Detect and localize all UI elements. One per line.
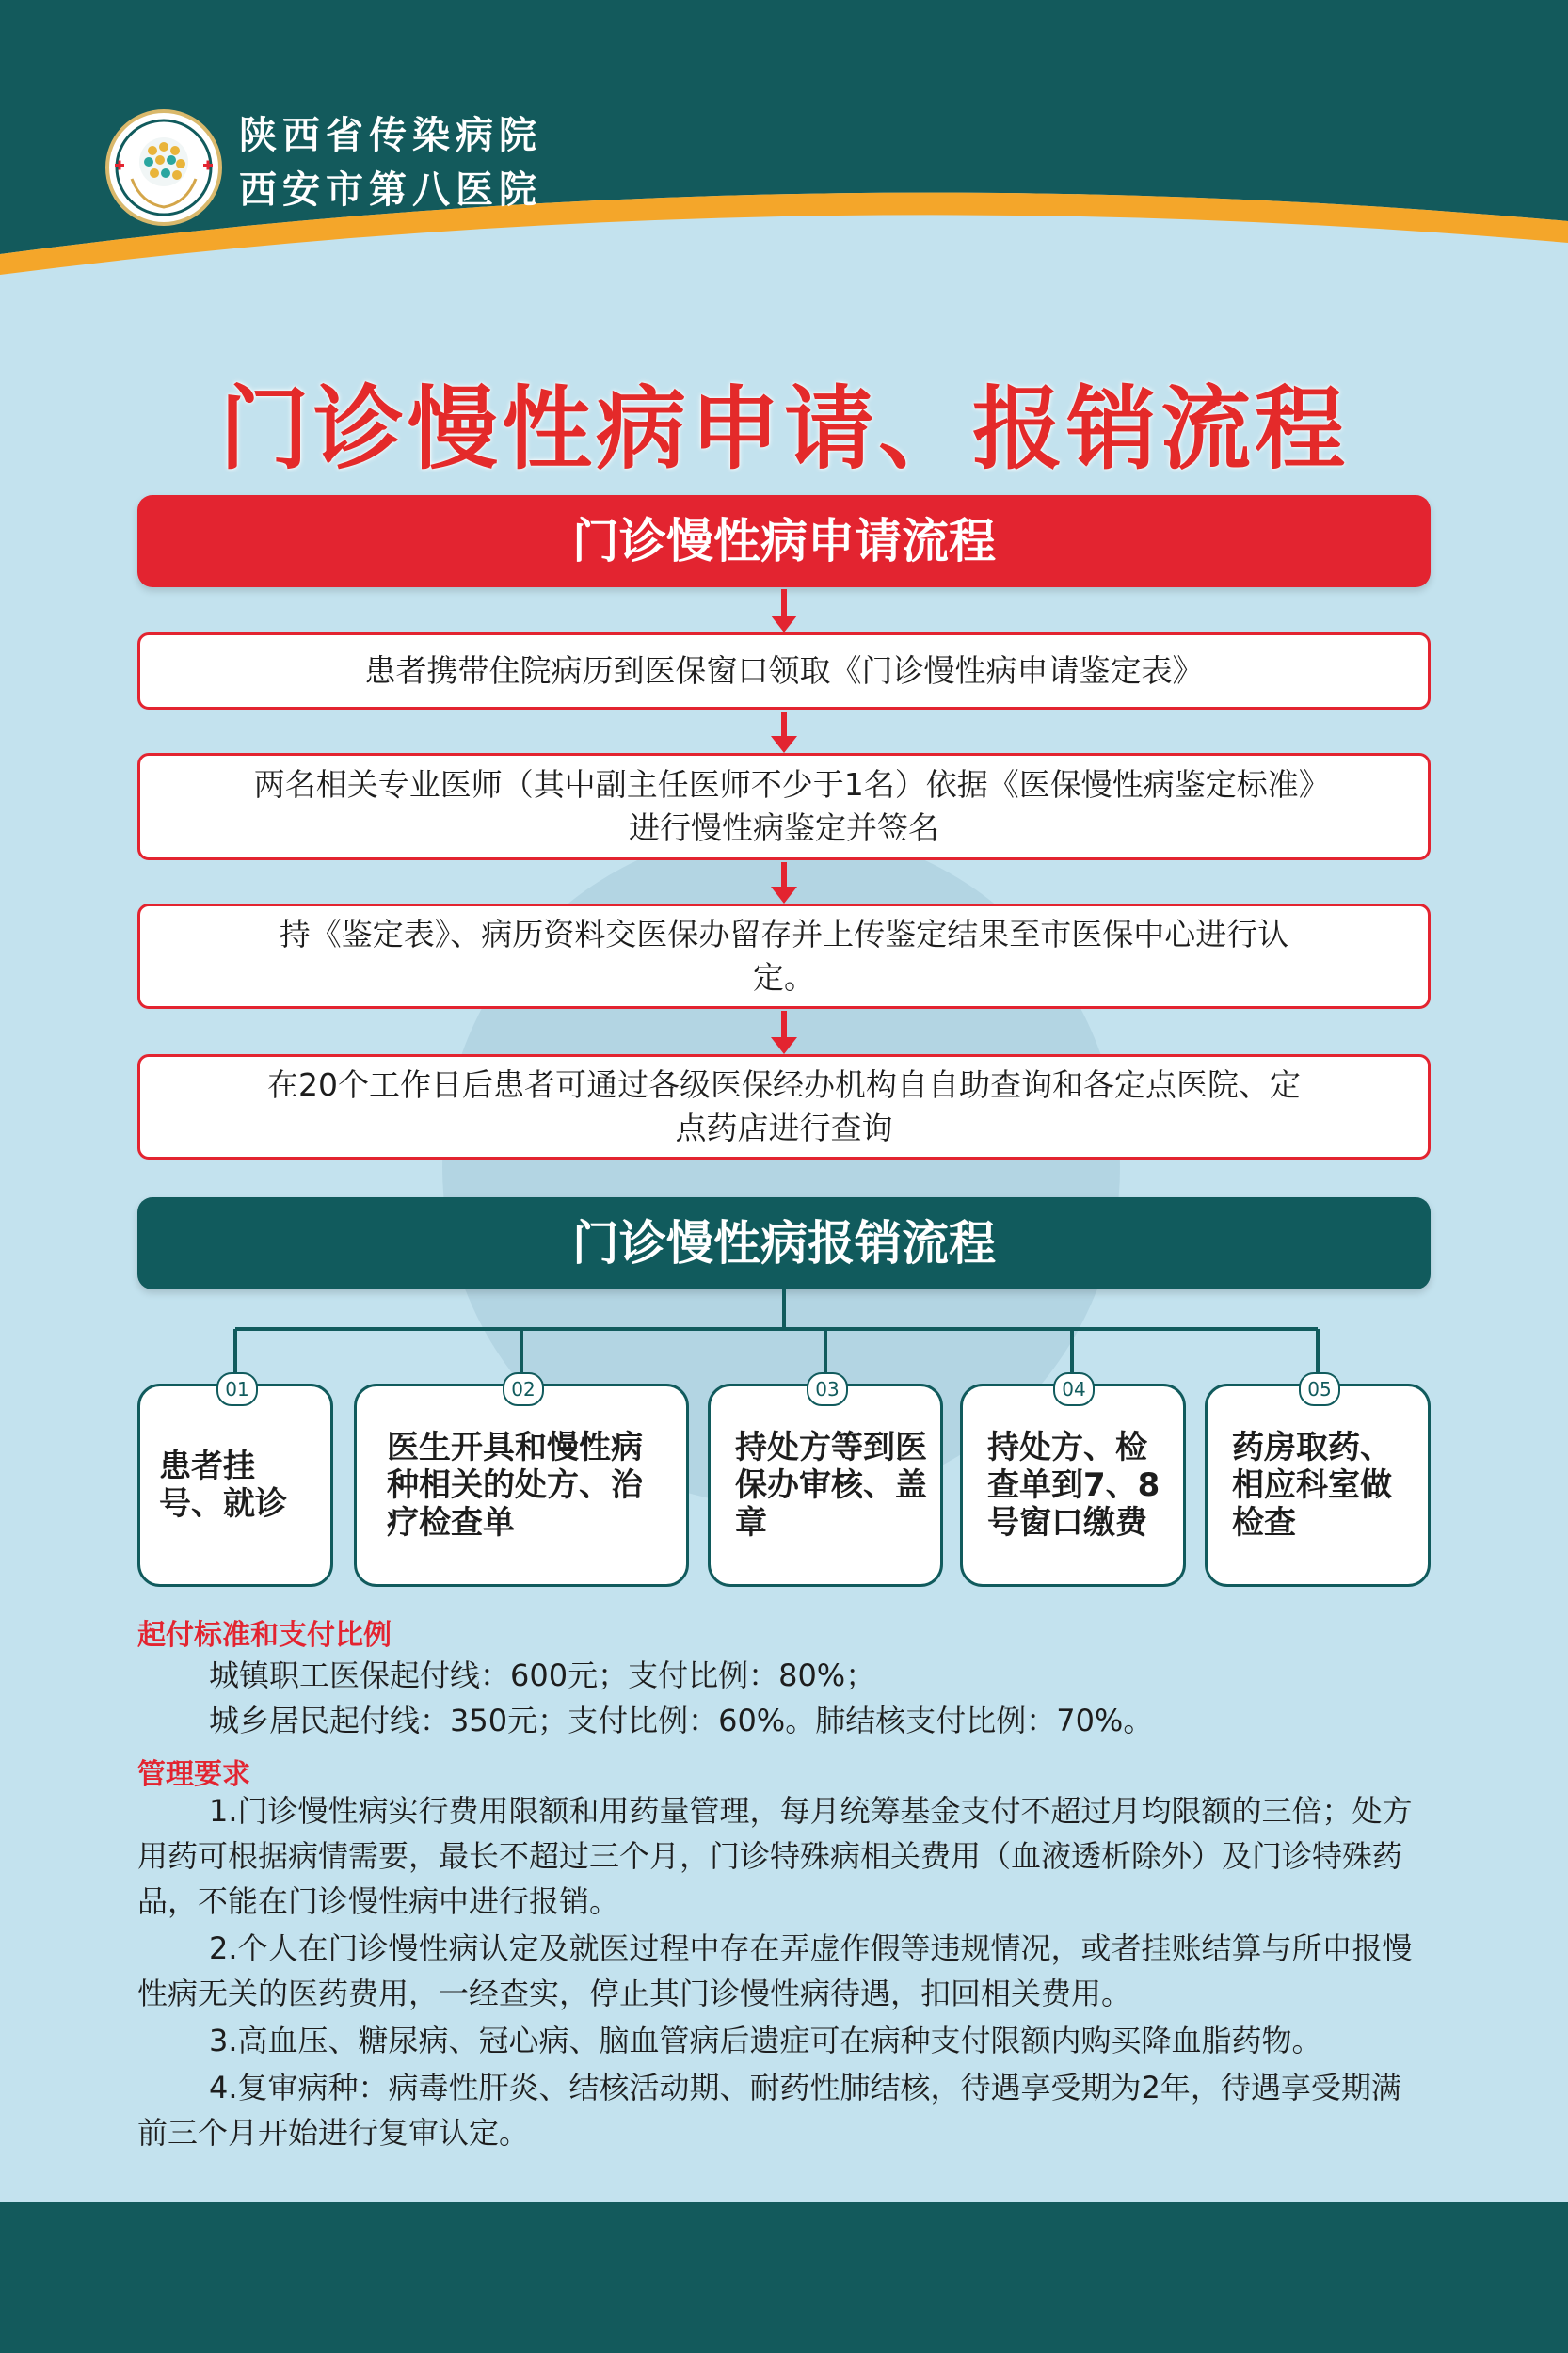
reimburse-step-2 xyxy=(354,1384,689,1587)
apply-step-1: 患者携带住院病历到医保窗口领取《门诊慢性病申请鉴定表》 xyxy=(137,632,1431,710)
payment-line-2: 城乡居民起付线：350元；支付比例：60%。肺结核支付比例：70%。 xyxy=(209,1703,1154,1738)
reimburse-step-3-text: 持处方等到医保办审核、盖章 xyxy=(735,1429,927,1542)
payment-heading: 起付标准和支付比例 xyxy=(137,1619,392,1652)
reimburse-step-1-number: 01 xyxy=(216,1372,258,1406)
reimburse-step-1-text: 患者挂号、就诊 xyxy=(159,1448,287,1523)
payment-line-1: 城镇职工医保起付线：600元；支付比例：80%； xyxy=(209,1657,876,1693)
reimburse-step-4 xyxy=(960,1384,1186,1587)
reimburse-step-4-number: 04 xyxy=(1053,1372,1095,1406)
reimburse-step-2-number: 02 xyxy=(503,1372,544,1406)
management-item-1: 1.门诊慢性病实行费用限额和用药量管理，每月统筹基金支付不超过月均限额的三倍；处方用药可根据病情需要，最长不超过三个月，门诊特殊病相关费用（血液透析除外）及门诊特殊药品，不能在门诊慢性病中进行报销。 xyxy=(137,1793,1413,1919)
apply-step-2: 两名相关专业医师（其中副主任医师不少于1名）依据《医保慢性病鉴定标准》进行慢性病鉴定并签名 xyxy=(137,753,1431,860)
management-heading: 管理要求 xyxy=(137,1758,250,1791)
management-item-2: 2.个人在门诊慢性病认定及就医过程中存在弄虚作假等违规情况，或者挂账结算与所申报慢性病无关的医药费用，一经查实，停止其门诊慢性病待遇，扣回相关费用。 xyxy=(137,1930,1413,2011)
apply-step-4: 在20个工作日后患者可通过各级医保经办机构自自助查询和各定点医院、定点药店进行查询 xyxy=(137,1054,1431,1160)
reimburse-step-4-text: 持处方、检查单到7、8号窗口缴费 xyxy=(987,1429,1160,1542)
reimburse-step-2-text: 医生开具和慢性病种相关的处方、治疗检查单 xyxy=(387,1429,643,1542)
footer-band xyxy=(0,2202,1568,2353)
reimburse-process-heading: 门诊慢性病报销流程 xyxy=(137,1197,1431,1289)
reimburse-step-5-number: 05 xyxy=(1299,1372,1340,1406)
management-item-3: 3.高血压、糖尿病、冠心病、脑血管病后遗症可在病种支付限额内购买降血脂药物。 xyxy=(209,2023,1322,2058)
reimburse-step-3 xyxy=(708,1384,943,1587)
apply-process-heading: 门诊慢性病申请流程 xyxy=(137,495,1431,587)
hospital-name-line-2: 西安市第八医院 xyxy=(239,168,542,212)
reimburse-step-5-text: 药房取药、相应科室做检查 xyxy=(1232,1429,1392,1542)
hospital-name-line-1: 陕西省传染病院 xyxy=(239,113,542,157)
reimburse-step-5 xyxy=(1205,1384,1431,1587)
management-item-4: 4.复审病种：病毒性肝炎、结核活动期、耐药性肺结核，待遇享受期为2年，待遇享受期满前三个月开始进行复审认定。 xyxy=(137,2070,1401,2151)
apply-step-3: 持《鉴定表》、病历资料交医保办留存并上传鉴定结果至市医保中心进行认定。 xyxy=(137,904,1431,1009)
page-title: 门诊慢性病申请、报销流程 xyxy=(219,376,1349,482)
reimburse-step-3-number: 03 xyxy=(807,1372,848,1406)
reimburse-step-1 xyxy=(137,1384,333,1587)
